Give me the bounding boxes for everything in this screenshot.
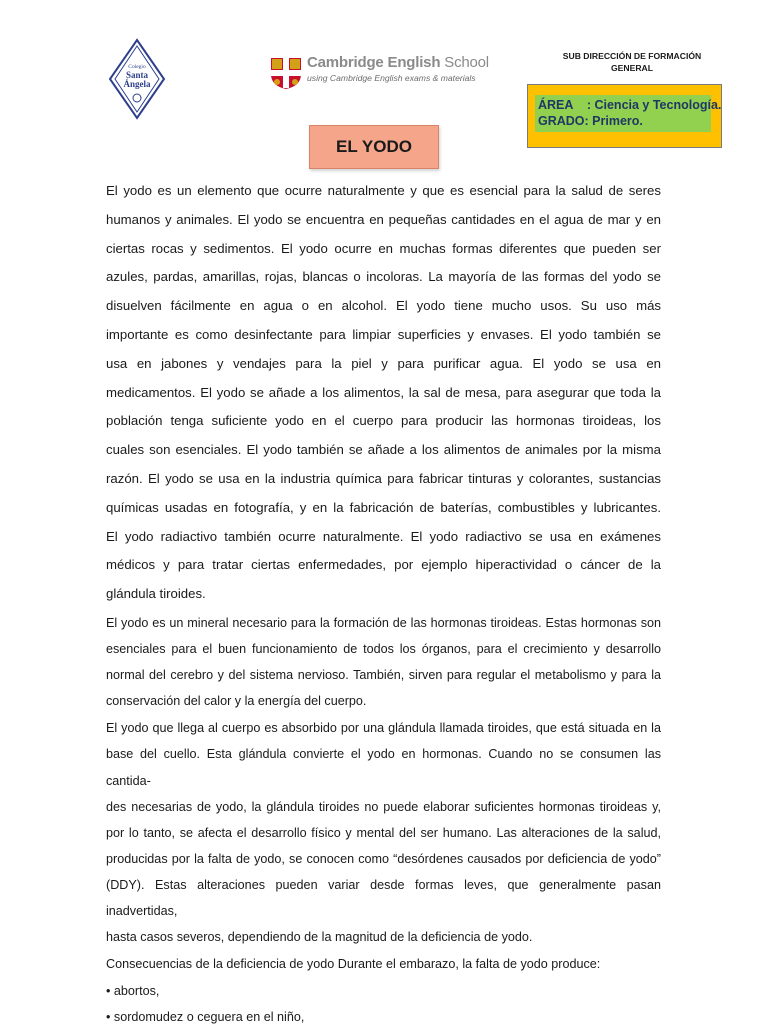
school-logo-text-1: Colegio [128, 64, 146, 70]
text-line: población tenga suficiente yodo en el cuerpo para producir las hormonas tiroideas, los [106, 413, 661, 429]
text-line: (DDY). Estas alteraciones pueden variar desde formas leves, que generalmente pasan inadvertidas, [106, 877, 661, 918]
cambridge-title: Cambridge English [307, 54, 441, 71]
cambridge-subtitle: using Cambridge English exams & materials [307, 73, 476, 83]
text-line: Consecuencias de la deficiencia de yodo Durante el embarazo, la falta de yodo produce: [106, 957, 601, 972]
list-item: • sordomudez o ceguera en el niño, [106, 1010, 305, 1025]
cambridge-logo [269, 54, 489, 94]
paragraph-4 [106, 951, 661, 977]
text-line: des necesarias de yodo, la glándula tiroides no puede elaborar suficientes hormonas tiroideas y, [106, 799, 661, 814]
school-logo-text-2: Santa [125, 70, 149, 80]
text-line: producidas por la falta de yodo, se conocen como “desórdenes causados por deficiencia de yodo” [106, 851, 661, 866]
text-line: normal del cerebro y del sistema nervioso. También, sirven para regular el metabolismo y para la [106, 668, 661, 683]
text-line: cuales son esenciales. El yodo también se añade a los alimentos de animales por la misma [106, 442, 661, 458]
area-line: ÁREA : Ciencia y Tecnología. [538, 98, 722, 112]
text-line: esenciales para el buen funcionamiento de todos los órganos, para el crecimiento y desarrollo [106, 642, 661, 657]
text-line: azules, pardas, amarillas, rojas, blancas o incoloras. La mayoría de las formas del yodo se [106, 269, 661, 285]
text-line: hasta casos severos, dependiendo de la magnitud de la deficiencia de yodo. [106, 930, 533, 945]
list-item: • abortos, [106, 984, 160, 999]
paragraph-2 [106, 610, 661, 714]
text-line: importante es como desinfectante para limpiar superficies y envases. El yodo también se [106, 326, 661, 342]
text-line: El yodo es un elemento que ocurre naturalmente y que es esencial para la salud de seres [106, 183, 661, 198]
subdirection-line-1: SUB DIRECCIÓN DE FORMACIÓN [562, 51, 702, 61]
document-body [106, 177, 661, 1030]
text-line: disuelven fácilmente en agua o en alcohol. El yodo tiene mucho usos. Su uso más [106, 298, 661, 314]
text-line: El yodo es un mineral necesario para la formación de las hormonas tiroideas. Estas hormonas son [106, 615, 661, 630]
subdirection-heading [528, 50, 736, 74]
text-line: médicos y para tratar ciertas enfermedades, por ejemplo hiperactividad o cáncer de la [106, 557, 661, 573]
area-grade-inner [535, 95, 722, 132]
bullet-list [106, 978, 661, 1030]
grade-line: GRADO: Primero. [538, 114, 643, 128]
subdirection-line-2: GENERAL [610, 63, 654, 73]
paragraph-3 [106, 715, 661, 950]
area-grade-box [527, 84, 722, 148]
cambridge-school: School [444, 54, 489, 71]
text-line: El yodo radiactivo también ocurre naturalmente. El yodo radiactivo se usa en exámenes [106, 528, 661, 544]
text-line: razón. El yodo se usa en la industria química para fabricar tinturas y colorantes, sustancias [106, 470, 661, 486]
cambridge-shield-icon [269, 56, 303, 90]
school-logo [108, 38, 166, 120]
text-line: glándula tiroides. [106, 586, 206, 602]
text-line: químicas usadas en fotografía, y en la fabricación de baterías, combustibles y lubricantes. [106, 499, 661, 515]
school-logo-text-3: Ángela [123, 79, 151, 89]
text-line: usa en jabones y vendajes para la piel y para purificar agua. El yodo se usa en [106, 355, 661, 371]
text-line: El yodo que llega al cuerpo es absorbido por una glándula llamada tiroides, que está situada en la [106, 721, 661, 736]
page-title: EL YODO [309, 125, 439, 169]
text-line: conservación del calor y la energía del cuerpo. [106, 694, 367, 709]
text-line: ciertas rocas y sedimentos. El yodo ocurre en muchas formas diferentes que pueden ser [106, 240, 661, 256]
text-line: medicamentos. El yodo se añade a los alimentos, la sal de mesa, para asegurar que toda la [106, 384, 661, 400]
text-line: por lo tanto, se afecta el desarrollo físico y mental del ser humano. Las alteraciones de la salud, [106, 825, 661, 840]
paragraph-1 [106, 177, 661, 609]
text-line: base del cuello. Esta glándula convierte el yodo en hormonas. Cuando no se consumen las cantida- [106, 747, 661, 788]
text-line: humanos y animales. El yodo se encuentra en pequeñas cantidades en el agua de mar y en [106, 211, 661, 227]
